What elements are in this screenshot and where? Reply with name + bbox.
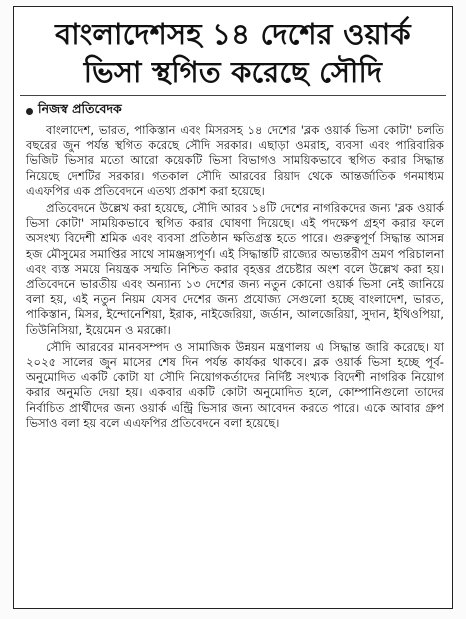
paragraph-2: প্রতিবেদনে উল্লেখ করা হয়েছে, সৌদি আরব ১৪টি দেশের নাগরিকদের জন্য 'ব্লক ওয়ার্ক ভিসা কোটা' সাময়িকভাবে স্থগিত করার ঘোষণা দিয়েছে। এই পদক্ষেপ গ্রহণ করার ফলে অসংখ্য বিদেশী শ্রমিক এবং ব্যবসা প্রতিষ্ঠান ক্ষতিগ্রস্ত হতে পারে। গুরুত্বপূর্ণ সিদ্ধান্ত আসন্ন হজ মৌসুমের সমাপ্তির সাথে সামঞ্জস্যপূর্ণ। এই সিদ্ধান্তটি রাজ্যের অভ্যন্তরীণ ভ্রমণ পরিচালনা এবং ব্যস্ত সময়ে নিয়ন্ত্রক সম্মতি নিশ্চিত করার বৃহত্তর প্রচেষ্টার অংশ বলে উল্লেখ করা হয়। প্রতিবেদনে ভারতীয় এবং অন্যান্য ১৩ দেশের জন্য নতুন কোনো ওয়ার্ক ভিসা নেই জানিয়ে বলা হয়, এই নতুন নিয়ম যেসব দেশের জন্য প্রযোজ্য সেগুলো হচ্ছে বাংলাদেশ, ভারত, পাকিস্তান, মিসর, ইন্দোনেশিয়া, ইরাক, নাইজেরিয়া, জর্ডান, আলজেরিয়া, সুদান, ইথিওপিয়া, তিউনিসিয়া, ইয়েমেন ও মরক্কো।	[26, 201, 444, 337]
article-body	[26, 123, 444, 431]
bullet-icon	[26, 108, 33, 115]
byline-text: নিজস্ব প্রতিবেদক	[38, 101, 122, 116]
byline	[26, 101, 444, 121]
headline-line-1: বাংলাদেশসহ ১৪ দেশের ওয়ার্ক	[55, 17, 411, 51]
article-frame	[13, 6, 453, 609]
headline-divider	[20, 95, 446, 96]
headline-line-2: ভিসা স্থগিত করেছে সৌদি	[83, 55, 383, 89]
paragraph-1: বাংলাদেশ, ভারত, পাকিস্তান এবং মিসরসহ ১৪ দেশের 'ব্লক ওয়ার্ক ভিসা কোটা' চলতি বছরের জুন পর্যন্ত স্থগিত করেছে সৌদি সরকার। এছাড়া ওমরাহ, ব্যবসা এবং পারিবারিক ভিজিট ভিসার মতো আরো কয়েকটি ভিসা বিভাগও সাময়িকভাবে স্থগিত করার সিদ্ধান্ত নিয়েছে দেশটির সরকার। গতকাল সৌদি আরবের রিয়াদ থেকে আন্তর্জাতিক গনমাধ্যম এএফপির এক প্রতিবেদনে এতথ্য প্রকাশ করা হয়েছে।	[26, 123, 444, 198]
paragraph-3: সৌদি আরবের মানবসম্পদ ও সামাজিক উন্নয়ন মন্ত্রণালয় এ সিদ্ধান্ত জারি করেছে। যা ২০২৫ সালের জুন মাসের শেষ দিন পর্যন্ত কার্যকর থাকবে। ব্লক ওয়ার্ক ভিসা হচ্ছে পূর্ব-অনুমোদিত একটি কোটা যা সৌদি নিয়োগকর্তাদের নির্দিষ্ট সংখ্যক বিদেশী নাগরিক নিয়োগ করার অনুমতি দেয়া হয়। একবার একটি কোটা অনুমোদিত হলে, কোম্পানিগুলো তাদের নির্বাচিত প্রার্থীদের জন্য ওয়ার্ক এন্ট্রি ভিসার জন্য আবেদন করতে পারে। একে আবার গ্রুপ ভিসাও বলা হয় বলে এএফপির প্রতিবেদনে বলা হয়েছে।	[26, 339, 444, 430]
